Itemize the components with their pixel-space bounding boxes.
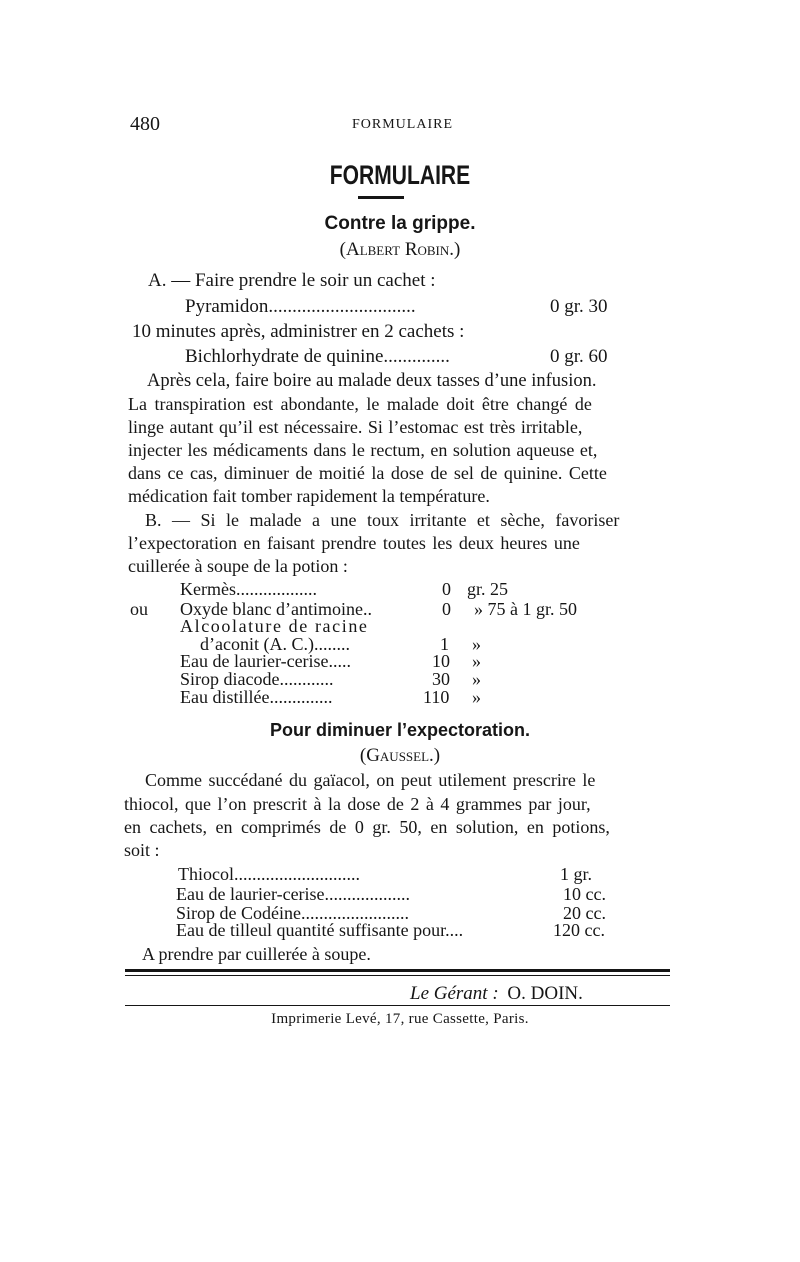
para-a-line-2: La transpiration est abondante, le malade doit être changé de [128,394,592,414]
para-a-line-3: linge autant qu’il est nécessaire. Si l’estomac est très irritable, [128,417,583,437]
closing-instruction: A prendre par cuillerée à soupe. [142,944,371,964]
expectoration-title: Pour diminuer l’expectoration. [269,720,531,740]
para-b-line-2: l’expectoration en faisant prendre toutes les deux heures une [128,533,580,553]
potion-name-kermes: Kermès.................. [180,579,317,599]
section-title: FORMULAIRE [329,160,471,190]
grippe-title: Contre la grippe. [324,213,476,234]
potion-name-eau-distillee: Eau distillée.............. [180,687,333,707]
recipe-name-codeine: Sirop de Codéine........................ [176,903,409,923]
after-10-min: 10 minutes après, administrer en 2 cachets : [132,321,465,342]
recipe-qty-thiocol: 1 gr. [560,864,593,884]
potion-qty-aconit: 1 [440,634,449,654]
gerant-label: Le Gérant : [410,983,499,1004]
running-title: FORMULAIRE [352,117,454,132]
bichlorhydrate-dots: .............. [383,346,450,367]
pyramidon-dots: ............................... [268,296,416,317]
recipe-name-thiocol: Thiocol............................ [178,864,360,884]
potion-unit-laurier: » [472,651,481,671]
potion-qty-laurier: 10 [432,651,450,671]
grippe-author: (Albert Robin.) [339,239,461,260]
gerant-name: O. DOIN. [507,983,583,1004]
para-b-line-1: B. — Si le malade a une toux irritante et sèche, favoriser [145,510,620,530]
potion-unit-eau-distillee: » [472,687,481,707]
para-a-line-5: dans ce cas, diminuer de moitié la dose de sel de quinine. Cette [128,463,607,483]
footer-rule-thick [125,969,670,972]
recipe-qty-tilleul: 120 cc. [553,920,605,940]
recipe-name-laurier: Eau de laurier-cerise................... [176,884,411,904]
a-intro: A. — Faire prendre le soir un cachet : [148,270,436,291]
recipe-name-tilleul: Eau de tilleul quantité suffisante pour.... [176,920,464,940]
footer-rule-bottom [125,1005,670,1006]
imprint: Imprimerie Levé, 17, rue Cassette, Paris. [271,1011,529,1027]
pyramidon-name: Pyramidon [185,296,269,317]
potion-qty-sirop: 30 [432,669,450,689]
potion-name-sirop: Sirop diacode............ [180,669,334,689]
potion-unit-aconit: » [472,634,481,654]
potion-unit-kermes: gr. 25 [467,579,509,599]
para-a-line-1: Après cela, faire boire au malade deux tasses d’une infusion. [147,371,597,391]
ou-label: ou [130,599,148,619]
potion-name-laurier: Eau de laurier-cerise..... [180,651,352,671]
bichlorhydrate-name: Bichlorhydrate de quinine [185,346,384,367]
para-a-line-6: médication fait tomber rapidement la température. [128,486,490,506]
exp-para-line-3: en cachets, en comprimés de 0 gr. 50, en solution, en potions, [124,817,610,837]
potion-unit-oxyde: » 75 à 1 gr. 50 [474,599,577,619]
potion-name-alcoolature: Alcoolature de racine [180,616,369,636]
potion-unit-sirop: » [472,669,481,689]
recipe-qty-codeine: 20 cc. [563,903,606,923]
exp-para-line-4: soit : [124,840,160,860]
potion-name-oxyde: Oxyde blanc d’antimoine.. [180,599,372,619]
potion-qty-kermes: 0 [442,579,451,599]
pyramidon-line [185,296,416,318]
bichlorhydrate-line [185,346,450,368]
exp-para-line-2: thiocol, que l’on prescrit à la dose de 2 à 4 grammes par jour, [124,794,591,814]
recipe-qty-laurier: 10 cc. [563,884,606,904]
potion-qty-eau-distillee: 110 [423,687,450,707]
gerant-line [410,983,583,1005]
exp-para-line-1: Comme succédané du gaïacol, on peut utilement prescrire le [145,770,596,790]
potion-qty-oxyde: 0 [442,599,451,619]
potion-name-aconit: d’aconit (A. C.)........ [200,634,350,654]
bichlorhydrate-dose: 0 gr. 60 [550,346,608,367]
para-a-line-4: injecter les médicaments dans le rectum, en solution aqueuse et, [128,440,598,460]
page-number: 480 [130,113,160,135]
para-b-line-3: cuillerée à soupe de la potion : [128,556,348,576]
footer-rule-thin [125,975,670,976]
pyramidon-dose: 0 gr. 30 [550,296,608,317]
expectoration-author: (Gaussel.) [359,745,441,766]
title-rule [358,196,404,199]
